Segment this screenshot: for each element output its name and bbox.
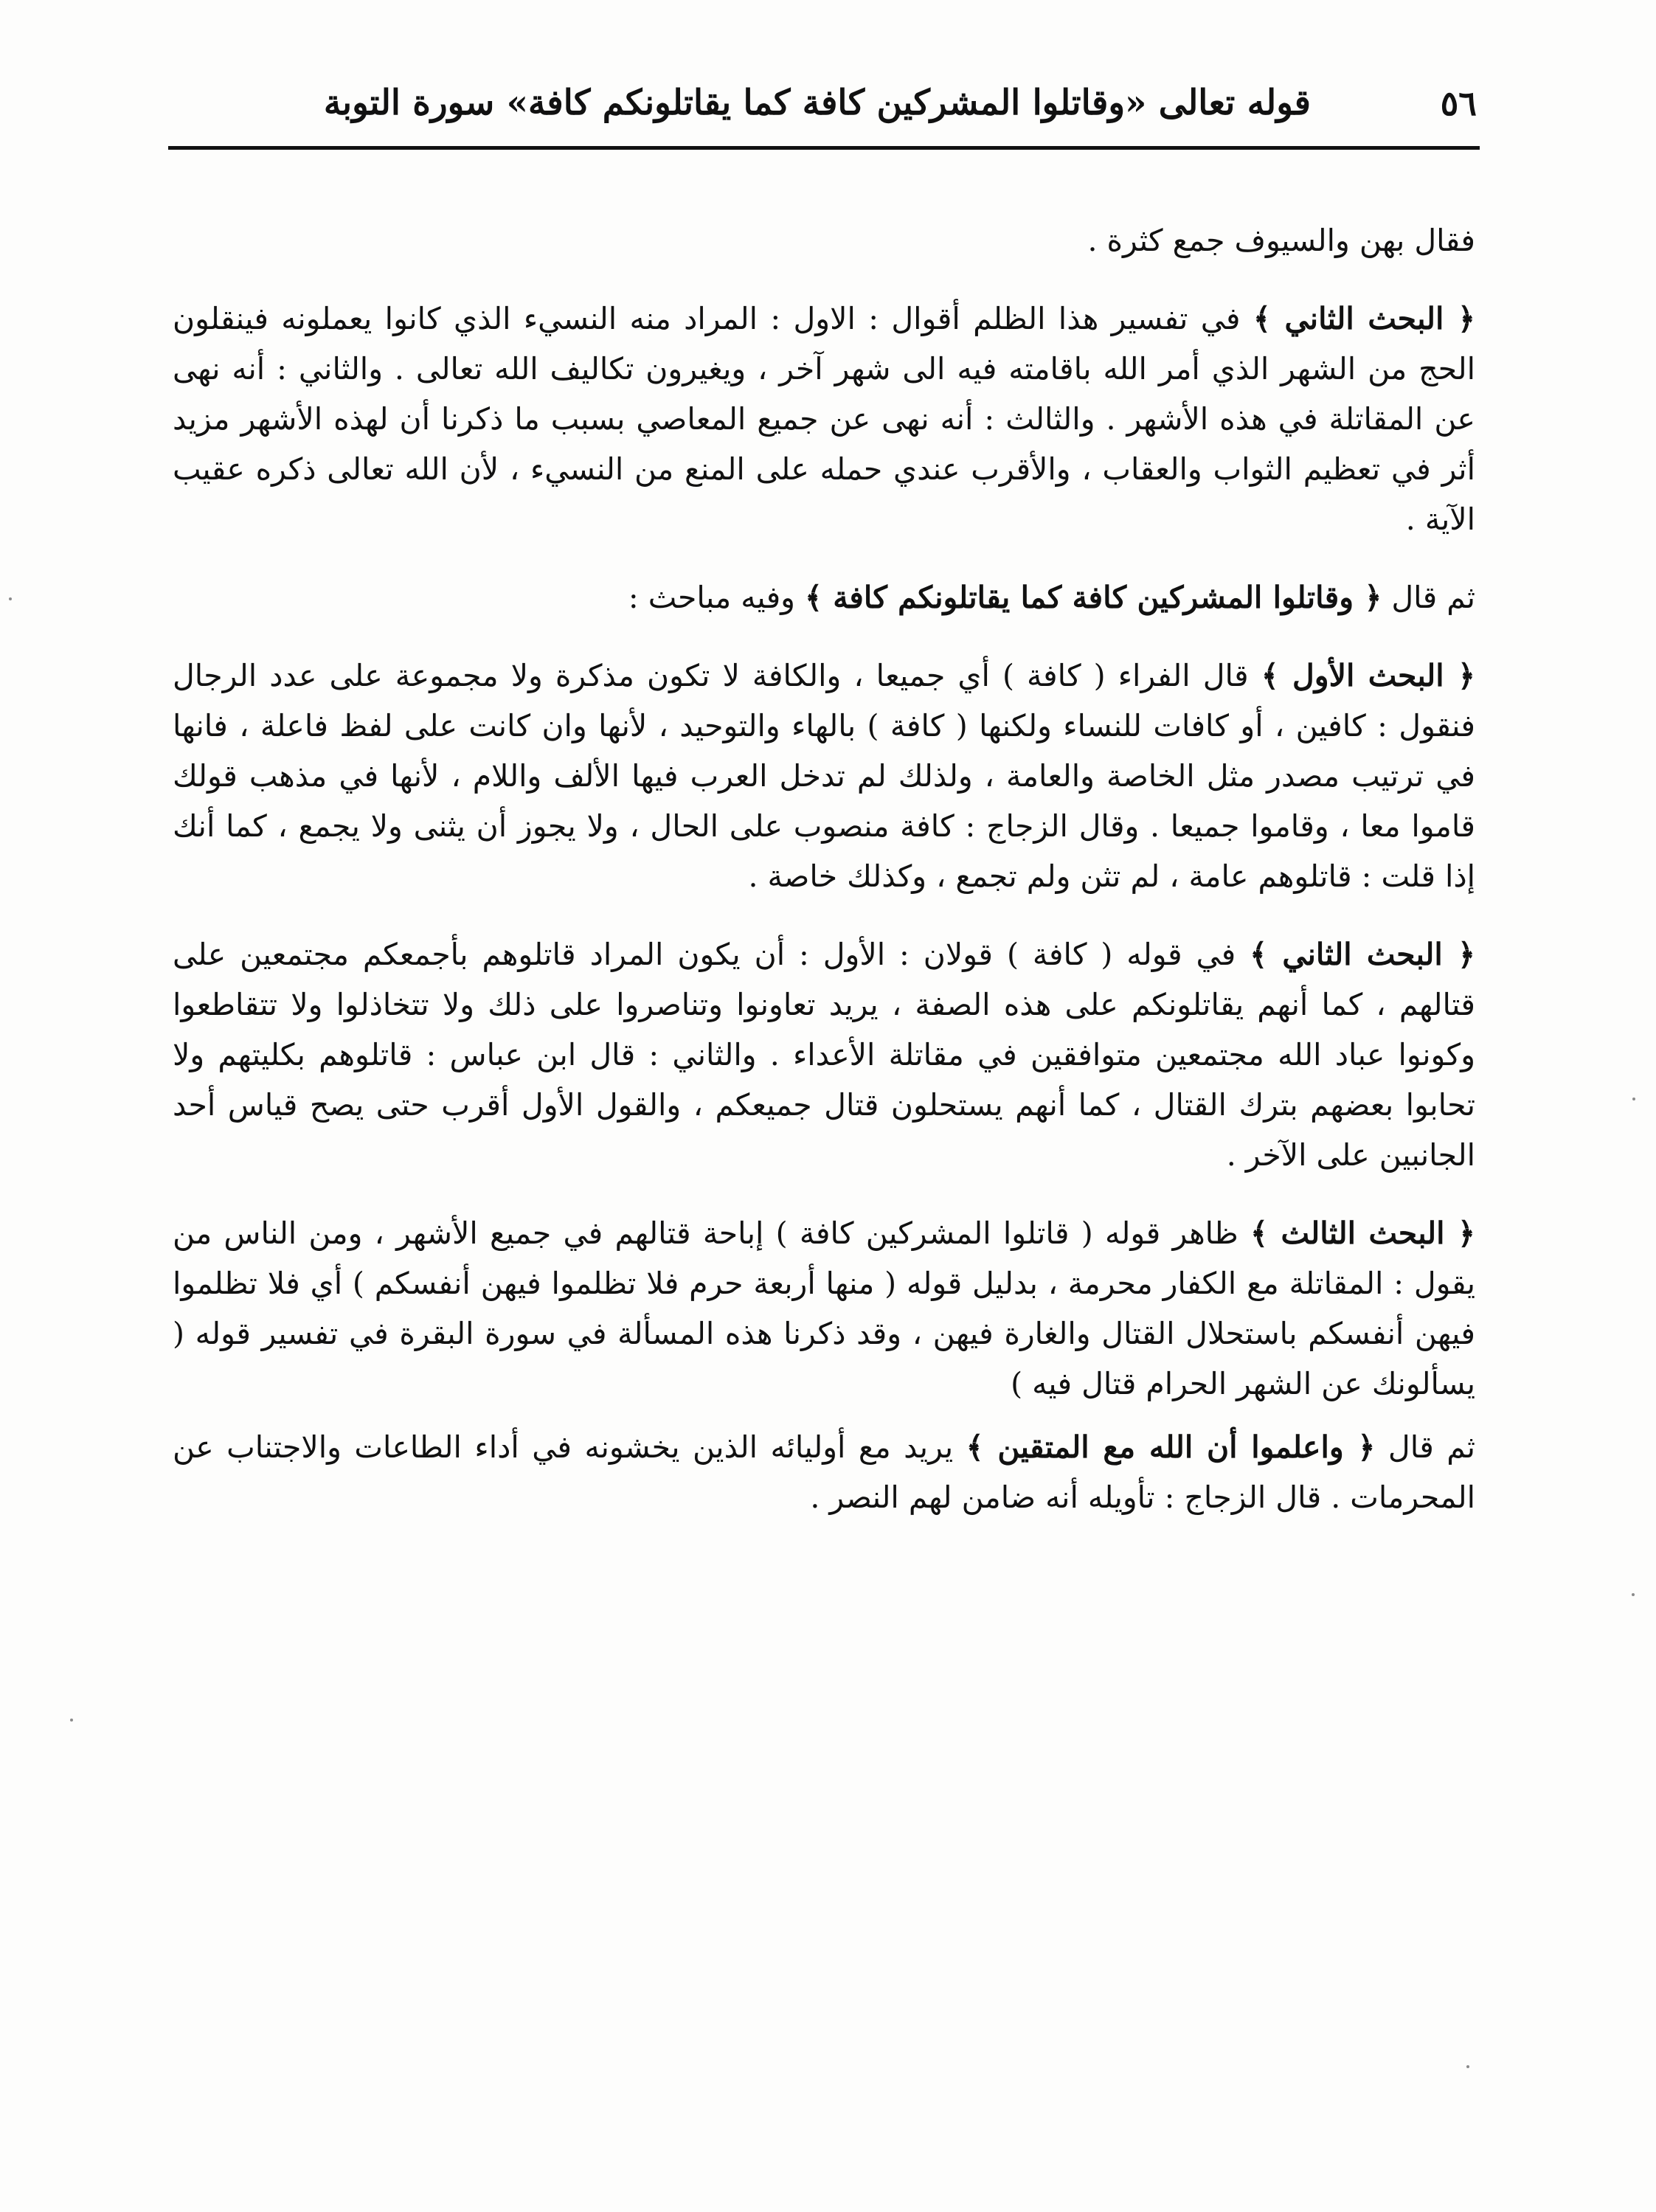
paragraph-text: قال الفراء ( كافة ) أي جميعا ، والكافة لا تكون مذكرة ولا مجموعة على عدد الرجال فنقول : كافين ، أو كافات للنساء ولكنها ( كافة ) بالهاء والتوحيد ، لأنها وان كانت على لفظ فاعلة ، فانها في ترتيب مصدر مثل الخاصة والعامة ، ولذلك لم تدخل العرب فيها الألف واللام ، لأنها في مذهب قولك قاموا معا ، وقاموا جميعا . وقال الزجاج : كافة منصوب على الحال ، ولا يجوز أن يثنى ولا يجمع ، كما أنك إذا قلت : قاتلوهم عامة ، لم تثن ولم تجمع ، وكذلك خاصة . bbox=[173, 658, 1475, 894]
paragraph-prefix: ثم قال bbox=[1375, 1429, 1475, 1465]
section-heading: ﴿ البحث الثالث ﴾ bbox=[1250, 1216, 1475, 1251]
paragraph-text: في تفسير هذا الظلم أقوال : الاول : المراد منه النسيء الذي كانوا يعملونه فينقلون الحج من الشهر الذي أمر الله باقامته فيه الى شهر آخر ، ويغيرون تكاليف الله تعالى . والثاني : أنه نهى عن المقاتلة في هذه الأشهر . والثالث : أنه نهى عن جميع المعاصي بسبب ما ذكرنا أن لهذه الأشهر مزيد أثر في تعظيم الثواب والعقاب ، والأقرب عندي حمله على المنع من النسيء ، لأن الله تعالى ذكره عقيب الآية . bbox=[173, 301, 1475, 537]
scan-speck bbox=[1466, 2065, 1469, 2068]
scan-speck bbox=[9, 597, 12, 600]
paragraph-text: وفيه مباحث : bbox=[628, 580, 805, 615]
paragraph-closing bbox=[173, 1422, 1475, 1522]
paragraph-third-discussion bbox=[173, 1208, 1475, 1409]
page-header bbox=[171, 70, 1477, 136]
section-heading: ﴿ البحث الأول ﴾ bbox=[1261, 658, 1476, 693]
paragraph-text: فقال بهن والسيوف جمع كثرة . bbox=[1087, 223, 1475, 258]
paragraph-prefix: ثم قال bbox=[1382, 580, 1475, 615]
paragraph-first-discussion bbox=[173, 651, 1475, 901]
paragraph-intro bbox=[173, 215, 1475, 266]
verse-quote: ﴿ واعلموا أن الله مع المتقين ﴾ bbox=[966, 1429, 1376, 1465]
page-body bbox=[173, 215, 1475, 1522]
page-number: ٥٦ bbox=[1440, 83, 1477, 123]
section-heading: ﴿ البحث الثاني ﴾ bbox=[1250, 937, 1475, 972]
verse-quote: ﴿ وقاتلوا المشركين كافة كما يقاتلونكم كافة ﴾ bbox=[805, 580, 1382, 615]
section-heading: ﴿ البحث الثاني ﴾ bbox=[1253, 301, 1475, 336]
scan-speck bbox=[1632, 1593, 1635, 1596]
running-title: قوله تعالى «وقاتلوا المشركين كافة كما يقاتلونكم كافة» سورة التوبة bbox=[323, 83, 1311, 123]
paragraph-second-discussion bbox=[173, 294, 1475, 544]
paragraph-text: في قوله ( كافة ) قولان : الأول : أن يكون المراد قاتلوهم بأجمعكم مجتمعين على قتالهم ، كما أنهم يقاتلونكم على هذه الصفة ، يريد تعاونوا وتناصروا على ذلك ولا تتخاذلوا ولا تتقاطعوا وكونوا عباد الله مجتمعين متوافقين في مقاتلة الأعداء . والثاني : قال ابن عباس : قاتلوهم بكليتهم ولا تحابوا بعضهم بترك القتال ، كما أنهم يستحلون قتال جميعكم ، والقول الأول أقرب حتى يصح قياس أحد الجانبين على الآخر . bbox=[173, 937, 1475, 1173]
paragraph-text: يريد مع أوليائه الذين يخشونه في أداء الطاعات والاجتناب عن المحرمات . قال الزجاج : تأويله أنه ضامن لهم النصر . bbox=[173, 1429, 1475, 1515]
header-rule bbox=[168, 146, 1480, 150]
scan-speck bbox=[1632, 1098, 1635, 1100]
paragraph-second-discussion-b bbox=[173, 929, 1475, 1180]
paragraph-verse-intro bbox=[173, 572, 1475, 623]
scan-speck bbox=[70, 1719, 73, 1722]
paragraph-text: ظاهر قوله ( قاتلوا المشركين كافة ) إباحة قتالهم في جميع الأشهر ، ومن الناس من يقول : المقاتلة مع الكفار محرمة ، بدليل قوله ( منها أربعة حرم فلا تظلموا فيهن أنفسكم ) أي فلا تظلموا فيهن أنفسكم باستحلال القتال والغارة فيهن ، وقد ذكرنا هذه المسألة في سورة البقرة في تفسير قوله ( يسألونك عن الشهر الحرام قتال فيه ) bbox=[173, 1216, 1475, 1401]
